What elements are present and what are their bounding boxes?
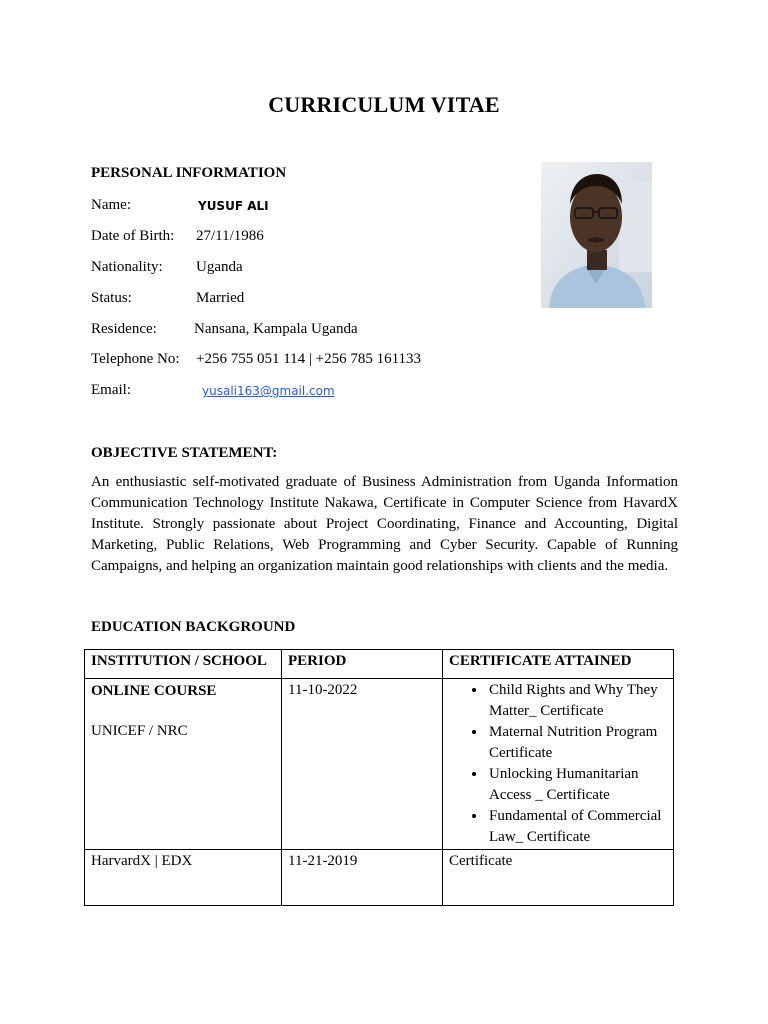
list-item: • Child Rights and Why They Matter_ Certificate [487,680,673,722]
institution-name: HarvardX | EDX [91,853,193,869]
email-label: Email: [91,382,131,398]
dob-value: 27/11/1986 [196,228,264,244]
profile-photo [541,162,652,308]
table-row [85,679,674,850]
table-row [85,850,674,906]
dob-label: Date of Birth: [91,228,175,244]
portrait-image [541,162,652,308]
institution-cell [85,679,282,850]
objective-text: An enthusiastic self-motivated graduate of Business Administration from Uganda Information Communication Technology Institute Nakawa, Certificate in Computer Science from HavardX Institute. Strongly passionate about Project Coordinating, Finance and Accounting, Digital Marketing, Public Relations, Web Programming and Cyber Security. Capable of Running Campaigns, and helping an organization maintain good relationships with clients and the media. [91,474,678,574]
column-header-period: PERIOD [282,650,443,679]
list-item: • Unlocking Humanitarian Access _ Certificate [487,764,673,806]
nationality-label: Nationality: [91,259,163,275]
telephone-label: Telephone No: [91,351,180,367]
institution-name: ONLINE COURSE [91,683,217,699]
certificate-cell [443,679,674,850]
name-value: YUSUF ALI [198,199,269,213]
education-table [84,649,674,906]
certificate-list [443,679,673,848]
education-heading: EDUCATION BACKGROUND [91,619,296,635]
institution-cell [85,850,282,906]
list-item: • Maternal Nutrition Program Certificate [487,722,673,764]
period-cell [282,679,443,850]
name-label: Name: [91,197,131,213]
period-value: 11-21-2019 [288,853,358,869]
personal-info-heading: PERSONAL INFORMATION [91,165,287,181]
institution-sub: UNICEF / NRC [91,723,188,739]
status-label: Status: [91,290,132,306]
certificate-value: Certificate [449,853,513,869]
residence-value: Nansana, Kampala Uganda [194,321,358,337]
period-value: 11-10-2022 [288,682,358,698]
list-item: • Fundamental of Commercial Law_ Certificate [487,806,673,848]
email-link[interactable]: yusali163@gmail.com [202,384,335,398]
column-header-certificate: CERTIFICATE ATTAINED [443,650,674,679]
nationality-value: Uganda [196,259,243,275]
period-cell [282,850,443,906]
status-value: Married [196,290,245,306]
residence-label: Residence: [91,321,157,337]
telephone-value: +256 755 051 114 | +256 785 161133 [196,351,422,367]
document-title: CURRICULUM VITAE [268,92,500,117]
objective-heading: OBJECTIVE STATEMENT: [91,445,278,461]
certificate-cell [443,850,674,906]
column-header-institution: INSTITUTION / SCHOOL [85,650,282,679]
table-header-row [85,650,674,679]
